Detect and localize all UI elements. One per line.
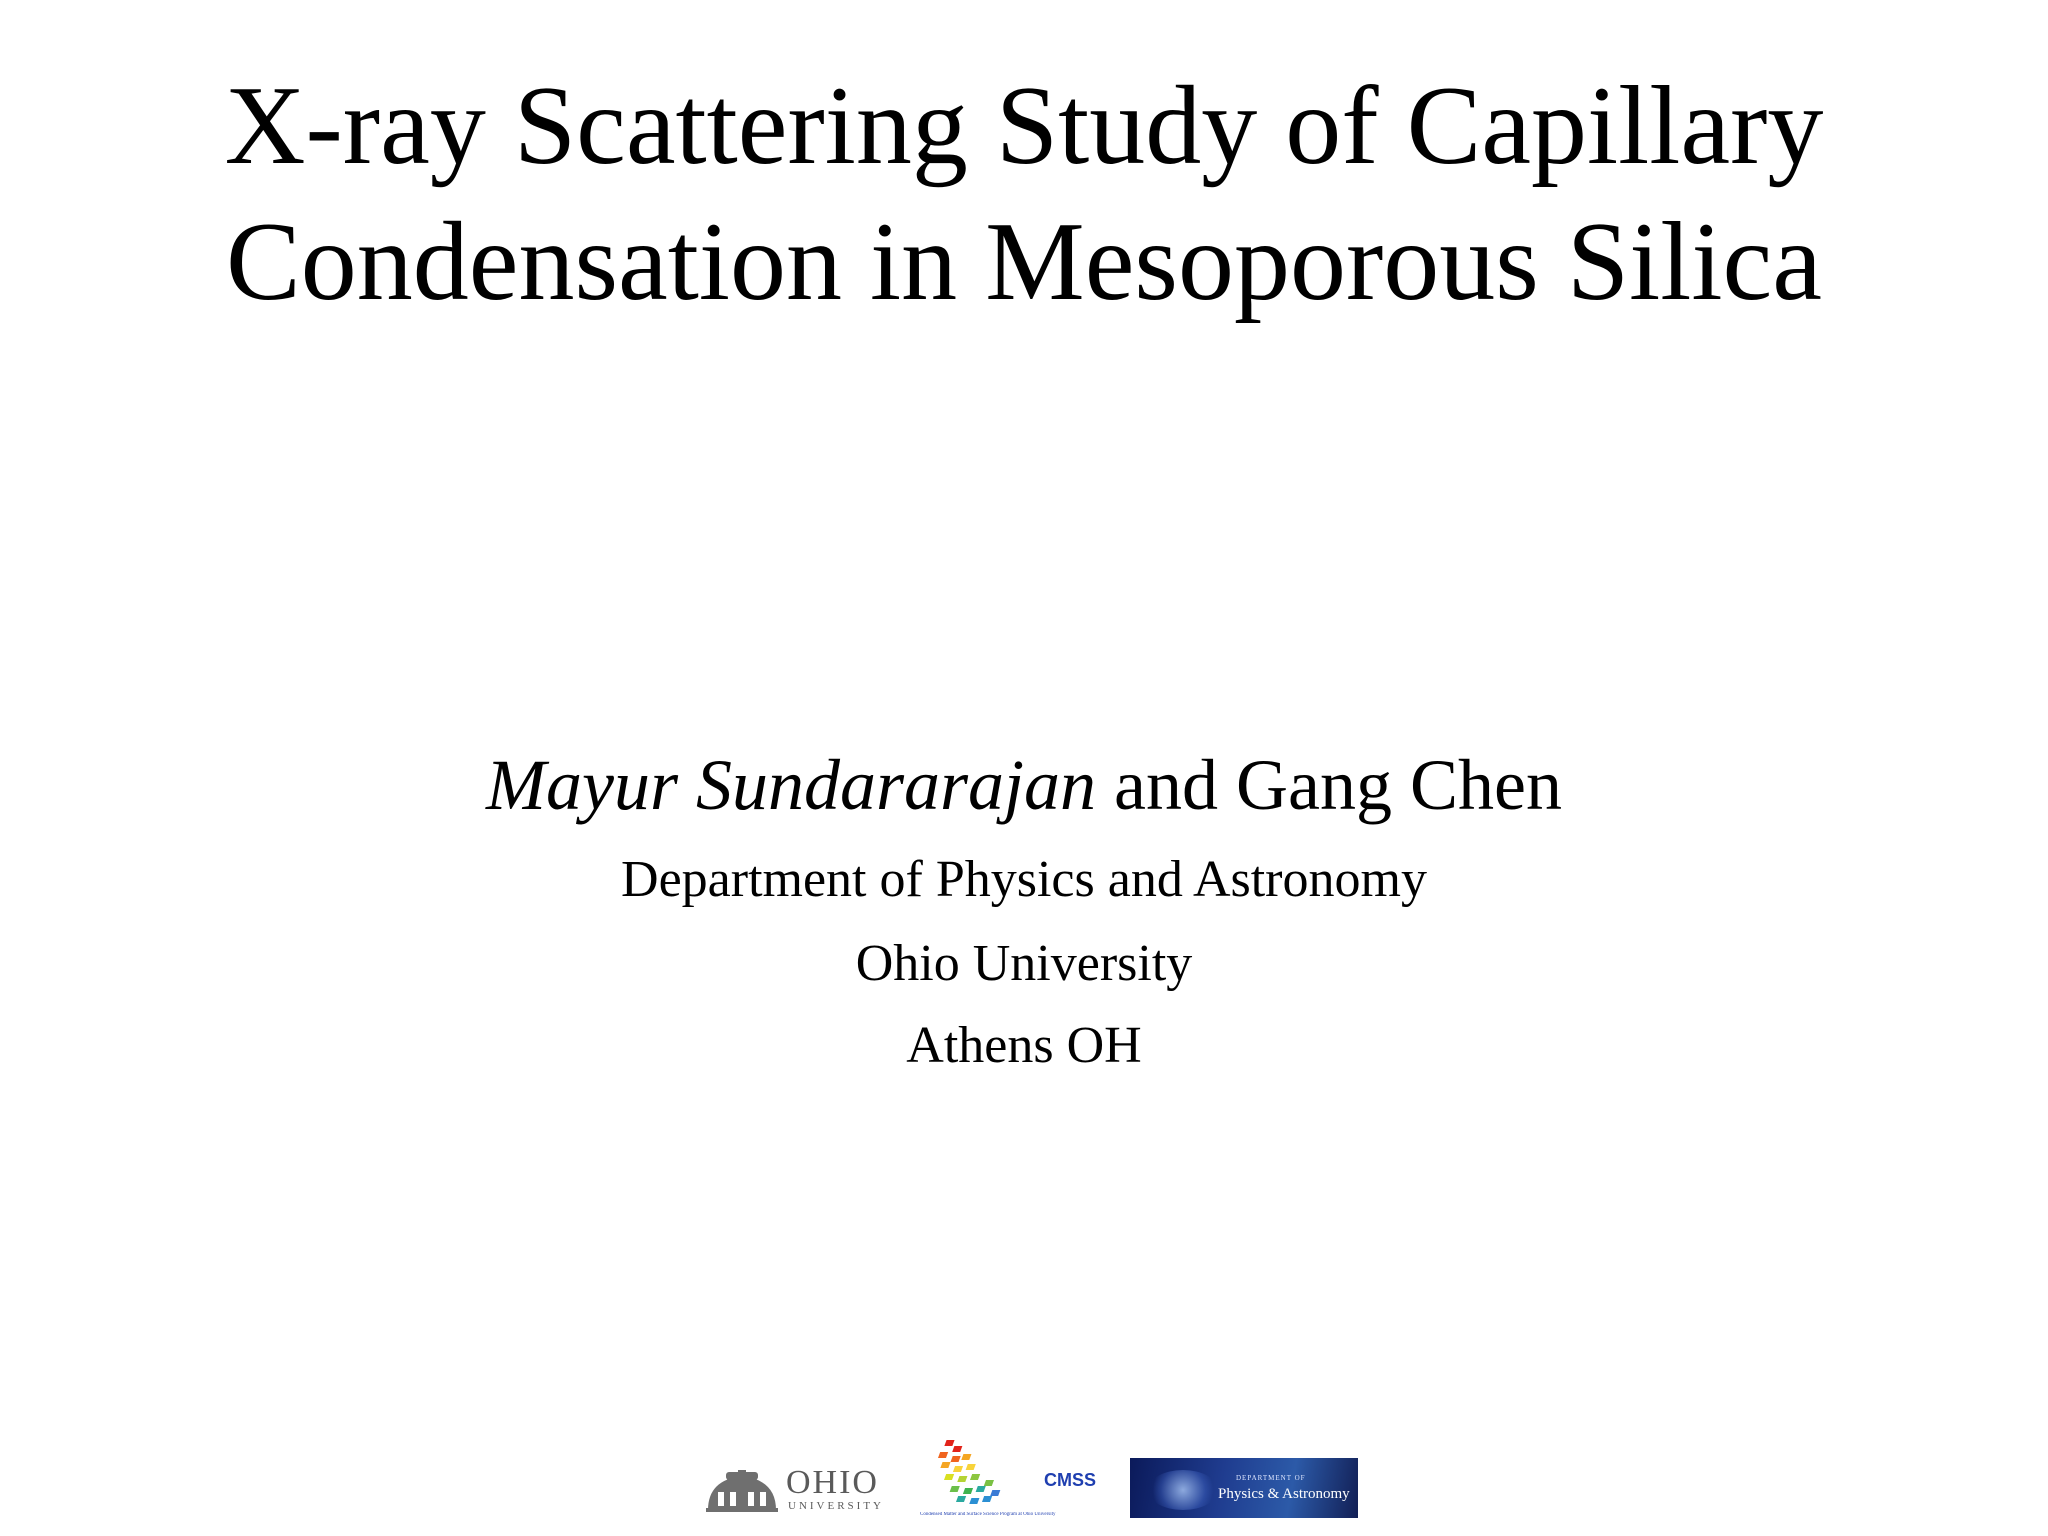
coauthor-text: and Gang Chen: [1096, 745, 1562, 825]
cmss-logo-tagline: Condensed Matter and Surface Science Program at Ohio University: [920, 1512, 1056, 1517]
slide-title: [0, 58, 2048, 330]
ohio-university-logo: [700, 1464, 890, 1516]
slide-title-line-1: X-ray Scattering Study of Capillary: [224, 64, 1824, 188]
nebula-glow-icon: [1148, 1470, 1218, 1510]
physics-astronomy-logo: [1130, 1458, 1358, 1518]
slide-title-line-2: Condensation in Mesoporous Silica: [226, 200, 1822, 324]
dept-logo-small: DEPARTMENT OF: [1236, 1474, 1306, 1482]
ohio-logo-sub: UNIVERSITY: [788, 1500, 884, 1512]
city-name: Athens OH: [906, 1017, 1142, 1074]
cmss-logo-label: CMSS: [1044, 1470, 1097, 1490]
dept-logo-big: Physics & Astronomy: [1218, 1486, 1350, 1502]
logo-strip: [0, 1436, 2048, 1526]
university-name: Ohio University: [855, 935, 1193, 992]
cmss-logo: [920, 1436, 1120, 1524]
ohio-logo-word: OHIO: [786, 1464, 879, 1501]
ohio-seal-icon: [704, 1470, 780, 1514]
presenter-name: Mayur Sundararajan: [486, 745, 1097, 825]
department-name: Department of Physics and Astronomy: [621, 851, 1427, 908]
cmss-grid-icon: [920, 1436, 1040, 1512]
author-line: [0, 740, 2048, 830]
